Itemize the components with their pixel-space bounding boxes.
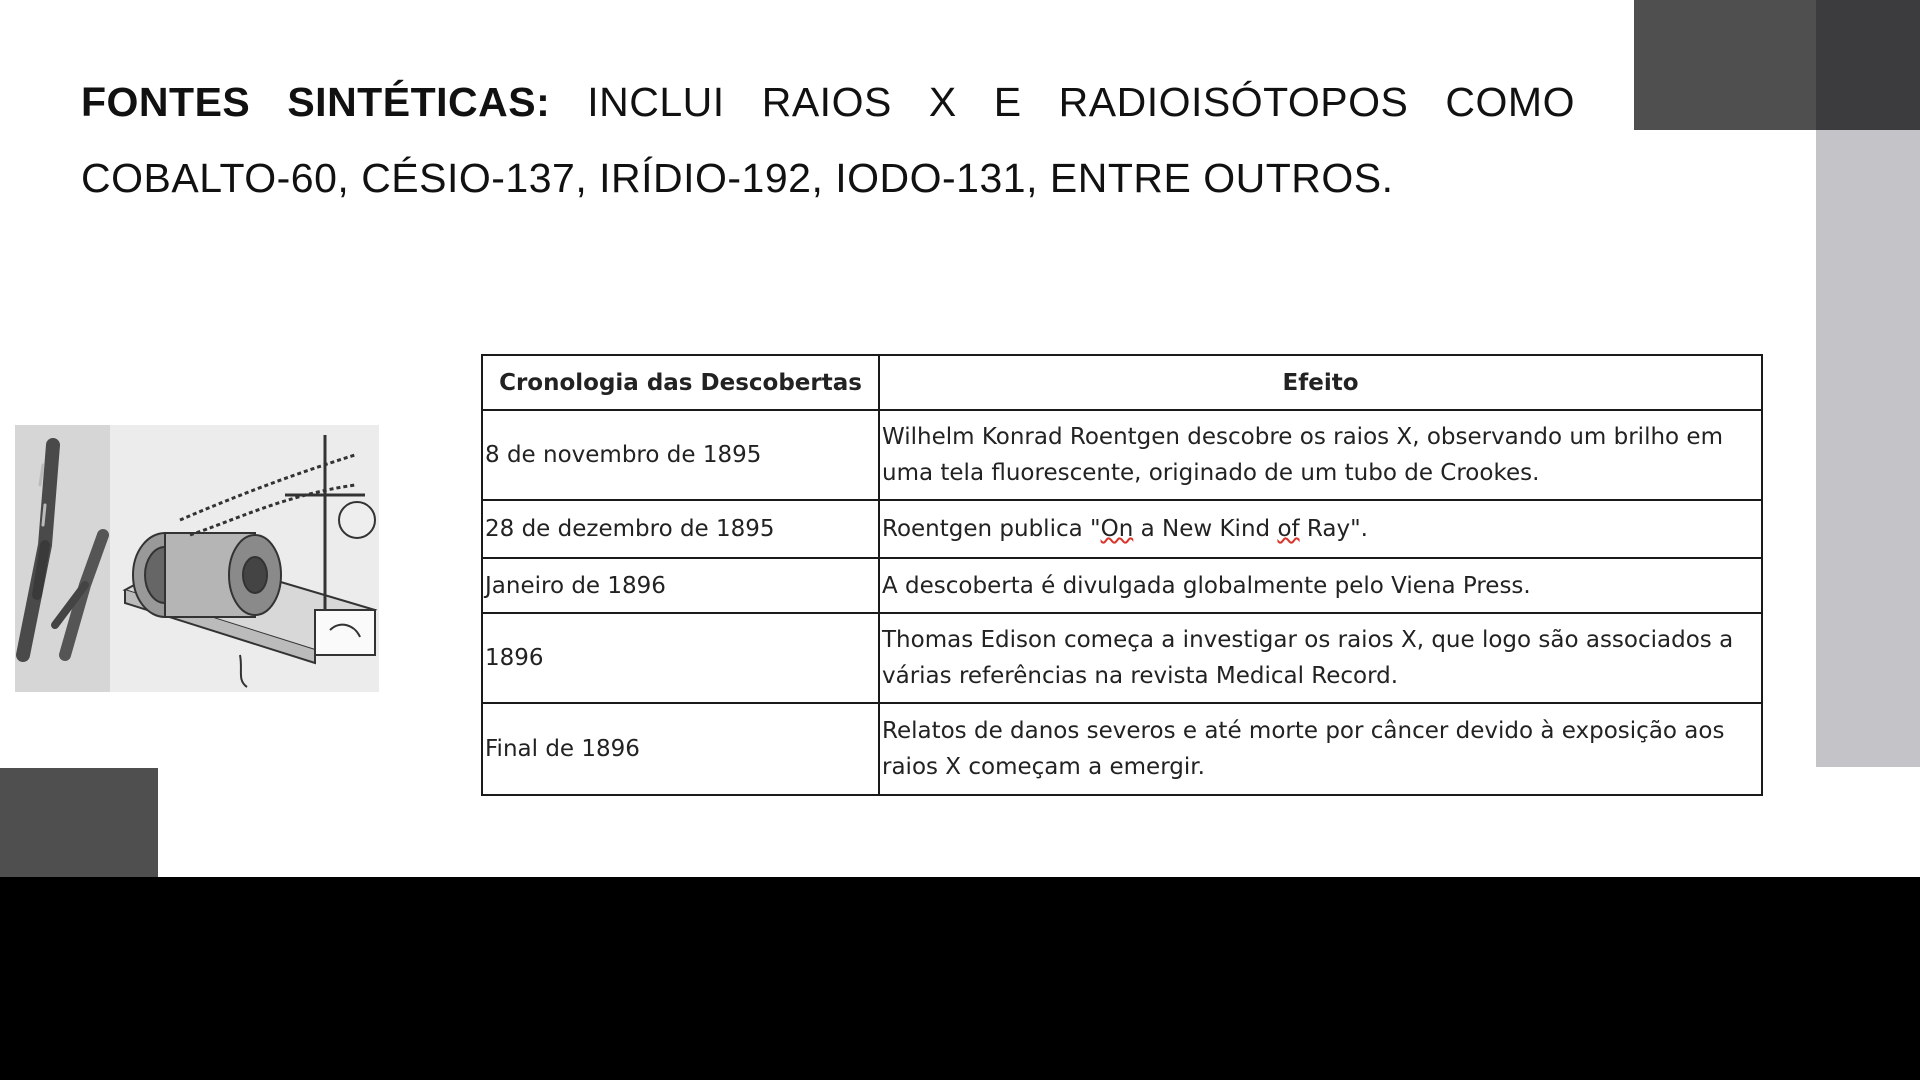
row-effect (879, 500, 1762, 558)
column-header-chronology: Cronologia das Descobertas (482, 355, 879, 410)
row-date: 28 de dezembro de 1895 (482, 500, 879, 558)
effect-text-pre: Roentgen publica " (882, 516, 1101, 542)
decor-block-darker-top (1816, 0, 1920, 130)
heading-bold-label: FONTES SINTÉTICAS: (81, 79, 551, 125)
decor-block-gray-side (1816, 130, 1920, 767)
slide-heading (81, 64, 1575, 216)
spellcheck-word: On (1100, 516, 1134, 542)
table-row (482, 410, 1762, 500)
decor-block-dark-left (0, 768, 158, 877)
discovery-timeline-table (481, 354, 1763, 796)
table-row (482, 500, 1762, 558)
table-row (482, 613, 1762, 703)
table-row (482, 703, 1762, 795)
table-row (482, 558, 1762, 613)
row-date: 1896 (482, 613, 879, 703)
row-effect: Thomas Edison começa a investigar os raios X, que logo são associados a várias referências na revista Medical Record. (879, 613, 1762, 703)
row-date: Janeiro de 1896 (482, 558, 879, 613)
bottom-black-bar (0, 877, 1920, 1080)
heading-text: INCLUI RAIOS X E RADIOISÓTOPOS COMO COBALTO-60, CÉSIO-137, IRÍDIO-192, IODO-131, ENTRE OUTROS. (81, 79, 1575, 201)
row-effect: Wilhelm Konrad Roentgen descobre os raios X, observando um brilho em uma tela fluorescente, originado de um tubo de Crookes. (879, 410, 1762, 500)
table-header-row (482, 355, 1762, 410)
xray-apparatus-image (15, 425, 379, 692)
spellcheck-word: of (1277, 516, 1300, 542)
column-header-effect: Efeito (879, 355, 1762, 410)
row-effect: A descoberta é divulgada globalmente pelo Viena Press. (879, 558, 1762, 613)
row-date: Final de 1896 (482, 703, 879, 795)
effect-text-mid: a New Kind (1133, 516, 1278, 542)
decor-block-dark-top (1634, 0, 1816, 130)
effect-text-post: Ray". (1299, 516, 1368, 542)
row-effect: Relatos de danos severos e até morte por câncer devido à exposição aos raios X começam a emergir. (879, 703, 1762, 795)
row-date: 8 de novembro de 1895 (482, 410, 879, 500)
